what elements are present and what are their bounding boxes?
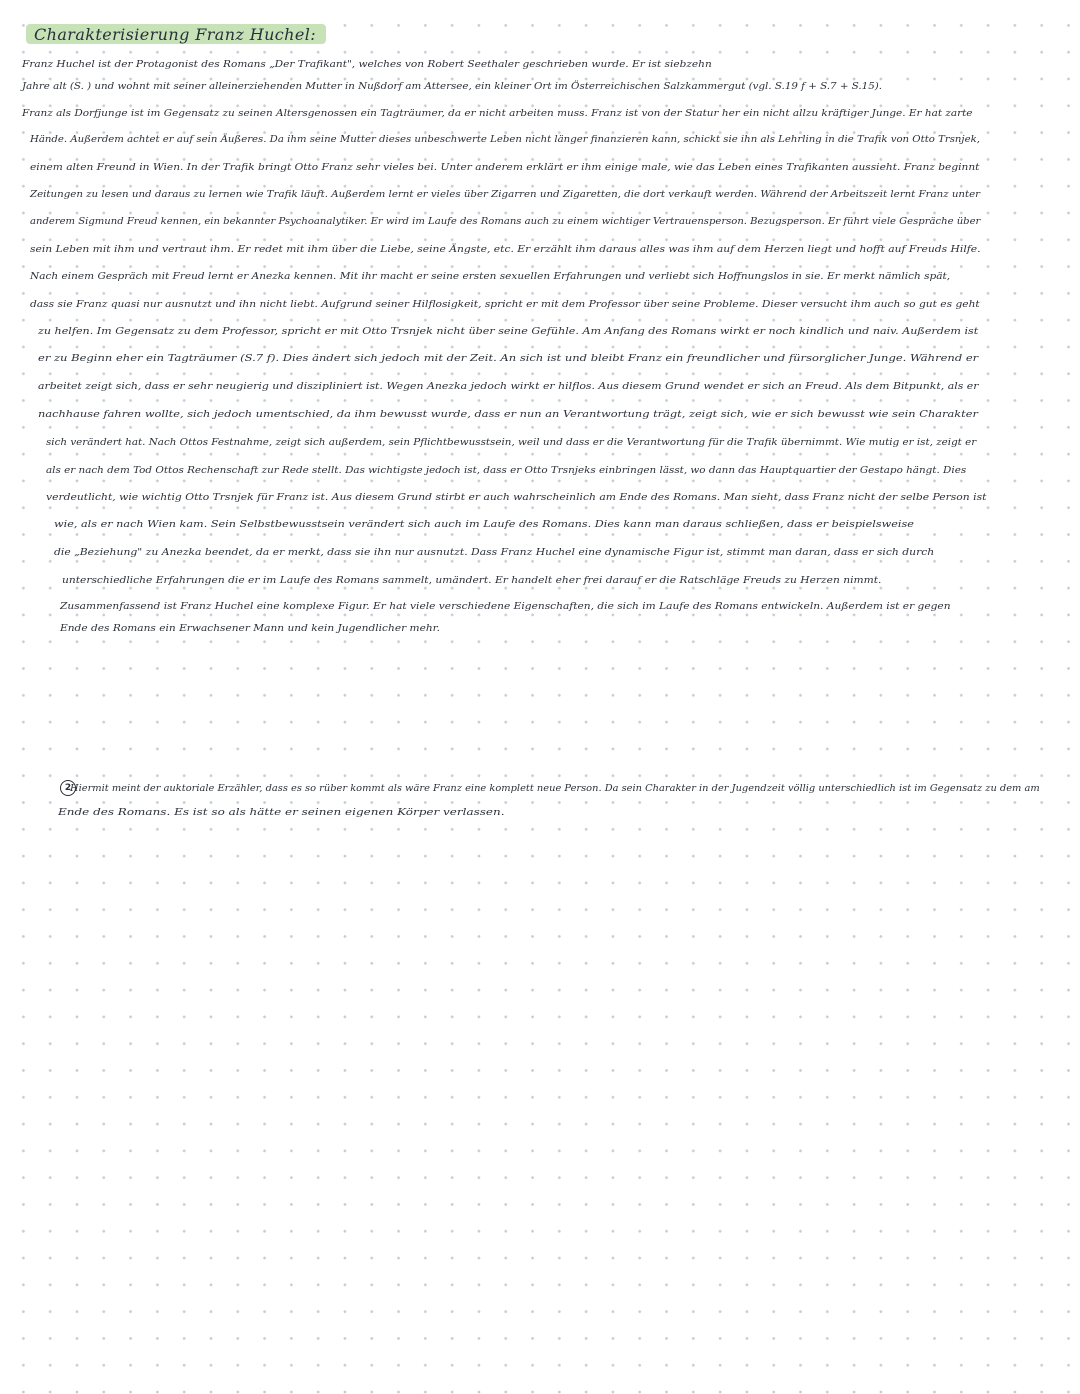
handwritten-line: Ende des Romans ein Erwachsener Mann und kein Jugendlicher mehr. [60,623,440,634]
handwritten-line: verdeutlicht, wie wichtig Otto Trsnjek für Franz ist. Aus diesem Grund stirbt er auch wahrscheinlich am Ende des Romans. Man sieht, dass Franz nicht der selbe Person ist [46,492,987,503]
handwritten-line: wie, als er nach Wien kam. Sein Selbstbewusstsein verändert sich auch im Laufe des Romans. Dies kann man daraus schließen, dass er beispielsweise [54,519,914,530]
handwritten-line: er zu Beginn eher ein Tagträumer (S.7 f). Dies ändert sich jedoch mit der Zeit. An sich ist und bleibt Franz ein freundlicher und fürsorglicher Junge. Während er [38,353,979,364]
page-title: Charakterisierung Franz Huchel: [26,24,326,44]
handwritten-line: Franz Huchel ist der Protagonist des Romans „Der Trafikant", welches von Robert Seethaler geschrieben wurde. Er ist siebzehn [22,59,712,70]
handwritten-line: Ende des Romans. Es ist so als hätte er seinen eigenen Körper verlassen. [58,807,505,818]
handwritten-line: dass sie Franz quasi nur ausnutzt und ihn nicht liebt. Aufgrund seiner Hilflosigkeit, spricht er mit dem Professor über seine Probleme. Dieser versucht ihm auch so gut es geht [30,299,980,310]
handwritten-line: Hände. Außerdem achtet er auf sein Äußeres. Da ihm seine Mutter dieses unbeschwerte Leben nicht länger finanzieren kann, schickt sie ihn als Lehrling in die Trafik von Otto Trsnjek, [30,134,980,145]
handwritten-line: Zeitungen zu lesen und daraus zu lernen wie Trafik läuft. Außerdem lernt er vieles über Zigarren und Zigaretten, die dort verkauft werden. Während der Arbeitszeit lernt Franz unter [30,189,981,200]
task-number-badge: 2 [60,780,76,796]
handwritten-line: sein Leben mit ihm und vertraut ihm. Er redet mit ihm über die Liebe, seine Ängste, etc. Er erzählt ihm daraus alles was ihm auf dem Herzen liegt und hofft auf Freuds Hilfe. [30,244,981,255]
handwritten-line: zu helfen. Im Gegensatz zu dem Professor, spricht er mit Otto Trsnjek nicht über seine Gefühle. Am Anfang des Romans wirkt er noch kindlich und naiv. Außerdem ist [38,326,979,337]
handwritten-line: unterschiedliche Erfahrungen die er im Laufe des Romans sammelt, umändert. Er handelt eher frei darauf er die Ratschläge Freuds zu Herzen nimmt. [62,575,882,586]
handwritten-line: nachhause fahren wollte, sich jedoch umentschied, da ihm bewusst wurde, dass er nun an Verantwortung trägt, zeigt sich, wie er sich bewusst wie sein Charakter [38,409,978,420]
handwritten-line: Zusammenfassend ist Franz Huchel eine komplexe Figur. Er hat viele verschiedene Eigenschaften, die sich im Laufe des Romans entwickeln. Außerdem ist er gegen [60,601,951,612]
handwritten-line: Franz als Dorfjunge ist im Gegensatz zu seinen Altersgenossen ein Tagträumer, da er nicht arbeiten muss. Franz ist von der Statur her ein nicht allzu kräftiger Junge. Er hat zarte [22,108,973,119]
handwritten-line: arbeitet zeigt sich, dass er sehr neugierig und diszipliniert ist. Wegen Anezka jedoch wirkt er hilflos. Aus diesem Grund wendet er sich an Freud. Als dem Bitpunkt, als er [38,381,979,392]
handwritten-line: die „Beziehung" zu Anezka beendet, da er merkt, dass sie ihn nur ausnutzt. Dass Franz Huchel eine dynamische Figur ist, stimmt man daran, dass er sich durch [54,547,935,558]
handwritten-line: Nach einem Gespräch mit Freud lernt er Anezka kennen. Mit ihr macht er seine ersten sexuellen Erfahrungen und verliebt sich Hoffnungslos in sie. Er merkt nämlich spät, [30,271,951,282]
handwritten-line: als er nach dem Tod Ottos Rechenschaft zur Rede stellt. Das wichtigste jedoch ist, dass er Otto Trsnjeks einbringen lässt, wo dann das Hauptquartier der Gestapo hängt. Dies [46,465,967,476]
handwritten-line: sich verändert hat. Nach Ottos Festnahme, zeigt sich außerdem, sein Pflichtbewusstsein, weil und dass er die Verantwortung für die Trafik übernimmt. Wie mutig er ist, zeigt er [46,437,977,448]
handwritten-line: einem alten Freund in Wien. In der Trafik bringt Otto Franz sehr vieles bei. Unter anderem erklärt er ihm einige male, wie das Leben eines Trafikanten aussieht. Franz beginnt [30,162,980,173]
title-highlight [26,20,326,48]
handwritten-line: Hiermit meint der auktoriale Erzähler, dass es so rüber kommt als wäre Franz eine komplett neue Person. Da sein Charakter in der Jugendzeit völlig unterschiedlich ist im Gegensatz zu dem am [70,783,1040,794]
handwritten-line: anderem Sigmund Freud kennen, ein bekannter Psychoanalytiker. Er wird im Laufe des Romans auch zu einem wichtiger Vertrauensperson. Bezugsperson. Er führt viele Gespräche über [30,216,981,227]
handwritten-line: Jahre alt (S. ) und wohnt mit seiner alleinerziehenden Mutter in Nußdorf am Attersee, ein kleiner Ort im Österreichischen Salzkammergut (vgl. S.19 f + S.7 + S.15). [22,81,883,92]
